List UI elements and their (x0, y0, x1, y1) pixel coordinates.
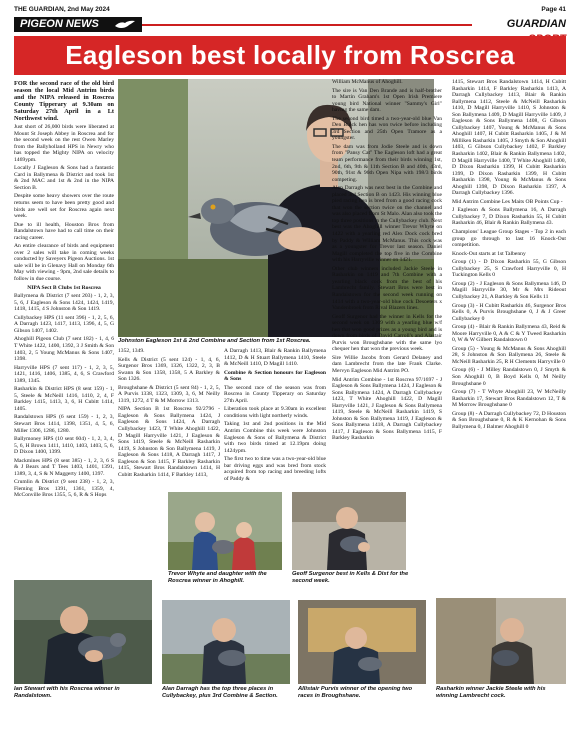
lead-paragraph: FOR the second race of the old bird season the local Mid Antrim birds and the NIPA released in Roscrea County Tipperary at 9.30am on Saturday 27th April in a Lt Northwest wind. (14, 80, 114, 122)
paragraph: Group (1) - D Dixon Rasharkin 55, G Gibson Cullybackey 25, S Crawford Harryville 0, H Tuckington Kells 0 (452, 259, 566, 279)
subheading: Combine & Section honours for Eagleson & Sons (224, 369, 326, 383)
paragraph: Group (2) - J Eagleson & Sons Ballymena 146, D Magill Harryville 30, Mr & Mrs Rideout Cullybackey 21, A Barkley & Son Kells 11 (452, 280, 566, 300)
paragraph: Other club winners included Jackie Steele in Rasharkin on 1419 and 7th Combine with a yearling black cock from the best of his Lambrecht family. Stewart Bros were best in Randalstown for the second week running on 1414 with a two-year-old blue cock Desoeters x Vandenbroek from Rival Blazers lines. (332, 265, 442, 312)
caption-geoff: Geoff Surgenor best in Kells & Dist for the second week. (292, 571, 409, 584)
paragraph: 1415, Stewart Bros Randalstown 1414, H Cubitt Rasharkin 1414, F Barkley Rasharkin 1413, A Darragh Cullybackey 1413, Blair & Rankin Ballymena 1412, Steele & McNeill Rasharkin 1410, D Magill Harryville 1410, S Johnston & Son Ballymena 1409, D Magill Harryville 1409, J Eagleson & Sons Ballymena 1408, G Gibson Cullybackey 1407, Young & McManus & Sons Ahoghill 1407, H Cubitt Rasharkin 1405, J & M Milliken Rasharkin 1405, J Smyth & Son Ahoghill 1403, G Gibson Cullybackey 1402, F Barkley Rasharkin 1402, Blair & Rankin Ballymena 1402, D Magill Harryville 1400, T White Ahoghill 1400, D Dixon Rasharkin 1399, H Cubitt Rasharkin 1399, D Dixon Rasharkin 1399, H Cubitt Rasharkin 1398, Young & McManus & Sons Ahoghill 1398, D Dixon Rasharkin 1397, A Darragh Cullybackey 1396. (452, 79, 566, 197)
results-heading: NIPA Sect B Clubs 1st Roscrea (27, 284, 101, 291)
caption-trevor: Trevor Whyte and daughter with the Roscrea winner in Ahoghill. (168, 571, 267, 584)
main-photo-caption-text: Johnston Eagleson 1st & 2nd Combine and Section from 1st Roscrea. (118, 338, 311, 344)
paragraph: Locally J Eagleson & Sons had a fantastic Card in Ballymena & District and took 1st & 2nd MAC and 1st & 2nd in the NIPA Section B. (14, 165, 114, 191)
paragraph: An entire clearance of birds and equipment over 2 sales will take in coming weeks conducted by Saveyers Pigeon Auctions. 1st sale will be in Glenavy Hall on Monday 6th May with viewing - 9pm, 2nd sale details to follow in due course. (14, 243, 114, 283)
paragraph: Sire Willie Jacobs from Gerard Delaney and dam Lambrecht from the late Frank Clarke. Mervyn Eagleson Mid Antrim PO. (332, 354, 442, 374)
photo-trevor-whyte (168, 492, 282, 570)
caption-alan: Alan Darragh has the top three places in Cullybackey, plus 3rd Combine & Section. (162, 686, 278, 699)
trevor-photo-image (168, 492, 282, 570)
result-line: Ballymoney HPS (10 sent 604) - 1, 2, 3, 4, 5, 6, H Brown 1411, 1410, 1403, 1403, 5, 6, D Dixon 1400, 1399. (14, 436, 114, 456)
paragraph: The second race of the season was from Roscrea in County Tipperary on Saturday 27th April. (224, 384, 326, 404)
result-line: Crumlin & District (9 sent 238) - 1, 2, 3, Fleming Bros 1391, 1361, 1359, 4, McConville Bros 1355, 5, 6, R & S Hops (14, 479, 114, 499)
caption-ian: Ian Stewart with his Roscrea winner in Randalstown. (14, 686, 120, 699)
geoff-photo-image (292, 492, 406, 570)
section-banner (14, 17, 142, 32)
paragraph: J Eagleson & Sons Ballymena 16, A Darragh Cullybackey 7, D Dixon Rasharkin 55, H Cubitt Rasharkin 46, Blair & Rankin Ballymena 43. (452, 207, 566, 227)
result-line: Cullybackey HPS (11 sent 396) - 1, 2, 5, 6, A Darragh 1423, 1417, 1413, 1396, 4, 5, G Gibson 1407, 1402. (14, 314, 114, 334)
paragraph: Alan Darragh was next best in the Combine and placed 3rd Section B on 1423. His winning blue pied racing hen is bred from a good racing cock that won the section twice on the channel and was also placed from St Malo. Alan also took the top three positions in the Cullybackey club. Next best was the Ahoghill winner Trevor Whyte on 1422 with a yearling red Alex Dock cock bred by Paddy & William McManus. This cock was as a youngster for Trevor last season. Daniel Magill completed the top five in the Combine with his Harryville winner on 1421. (332, 185, 442, 264)
paragraph: Group (7) - T Whyte Ahoghill 23, W McNeilly Rasharkin 17, Stewart Bros Randalstown 12, T & M Morrow Broughshane 0 (452, 389, 566, 409)
paragraph: The first two to time was a two-year-old blue bar driving eggs and was bred from stock acquired from top racing and breeding lofts of Paddy & (224, 456, 326, 482)
paragraph: Champions' League Group Stages - Top 2 in each group go through to last 16 Knock-Out competition. (452, 229, 566, 249)
photo-alan-darragh (162, 600, 290, 684)
paragraph: Despite some heavy showers over the route returns seem to have been pretty good and birds are well set for Roscrea again next week. (14, 193, 114, 220)
paragraph: Geoff Surgenor had the winner in Kells for the second week on 1369 with a yearling blue w/f hen that won good prizes as a young bird and is down from birds of David Carroll's and Alastair Purvis won Broughshane with the same lyo chequer hen that won the previous week. (332, 313, 442, 353)
section-title: PIGEON NEWS (20, 18, 99, 30)
section-rule (142, 24, 472, 26)
pigeon-icon (114, 19, 136, 30)
photo-geoff-surgenor (292, 492, 406, 570)
article-column-1 (14, 80, 114, 646)
guardian-sport-brand (474, 17, 566, 32)
result-line: Mackmines HPS (8 sent 385) - 1, 2, 3, 6 S & J Bears and T Tees 1403, 1401, 1391, 1389, 3, 4, S & N Maggerty 1400, 1397. (14, 457, 114, 477)
caption-alistair: Allistair Purvis winner of the opening two races in Broughshane. (298, 686, 413, 699)
result-line: Ahoghill Pigeon Club (7 sent 182) - 1, 4, 6 T White 1422, 1400, 1392, 3 J Smith & Son 1403, 2, 5 Young McManus & Sons 1407, 1398. (14, 336, 114, 363)
paragraph: Knock-Out starts at 1st Talbenny (452, 250, 526, 257)
paragraph: NIPA Section B 1st Roscrea 92/2796 - Eagleson & Sons Ballymena 1424, J Eagleson & Sons 1424, A Darragh Cullybackey 1423, T White Ahoghill 1422, D Magill Harryville 1421, J Eagleson & Sons 1419, Steele & McNeill Rasharkin 1419, S Johnston & Son Ballymena 1419, J Eagleson & Sons 1418, A Darragh 1417, J Eagleson & Son 1415, F Barkley Rasharkin 1415, Stewart Bros Randalstown 1414, H Cubitt Rasharkin 1414, F Barkley 1413, (118, 406, 220, 478)
article-column-5 (452, 79, 566, 653)
masthead-date: THE GUARDIAN, 2nd May 2024 (14, 6, 110, 13)
ian-photo-image (14, 580, 152, 684)
paragraph: Group (5) - Young & McManus & Sons Ahoghill 28, S Johnston & Son Ballymena 26, Steele & McNeill Rasharkin 25, R H Clements Harryville 0 (452, 345, 566, 365)
paragraph: 1352, 1349. (118, 348, 145, 354)
page-number: Page 41 (541, 6, 566, 13)
jackie-photo-image (436, 598, 566, 684)
paragraph: Due to ill health, Houston Bros from Randalstown have had to call time on their racing career. (14, 221, 114, 241)
paragraph: William McManus of Ahoghill. (332, 79, 403, 85)
paragraph: Broughshane & District (5 sent 84) - 1, 2, 5, A Purvis 1338, 1323, 1309, 3, 6, M Neilly 1319, 1272, 4 T & M Morrow 1313. (118, 384, 220, 404)
paragraph: The dam was from Jodie Steele and is down from "Pansy Cat" The Eagleson loft had a great team performance from their birds winning 1st, 2nd, 6th, 9th & 11th Section B and 40th, 43rd, 90th, 91st & 96th Open Nipa with 198/3 birds competing. (332, 143, 442, 183)
photo-ian-stewart (14, 580, 152, 684)
paragraph: Liberation took place at 9.30am in excellent conditions with light northerly winds. (224, 406, 326, 419)
result-line: Randalstown HPS (6 sent 159) - 1, 2, 3, Stewart Bros 1414, 1398, 1351, 4, 5, 6, Miller 1306, 1286, 1280. (14, 414, 114, 434)
paragraph: Group (8) - A Darragh Cullybackey 72, D Houston & Son Broughshane 0, R & K Kernohan & Sons Ballymena 0, J Balmer Ahoghill 0 (452, 410, 566, 430)
paragraph: A Darragh 1413, Blair & Rankin Ballymena 1412, D & H Stuart Ballymena 1410, Steele & McNeill 1410, D Magill 1410. (224, 348, 326, 368)
headline: Eagleson best locally from Roscrea (14, 36, 566, 75)
alan-photo-image (162, 600, 290, 684)
paragraph: Kells & District (5 sent 124) - 1, 4, 6, Surgenor Bros 1369, 1326, 1322, 2, 3, B Swann & Son 1358, 1358, 5 A Barkley & Son 1326. (118, 356, 220, 383)
paragraph: The sire is Van Den Brande and is half-brother to Martin Graham's 1st Open Irish Premiere young bird National winner "Sammy's Girl" having the same dam. (332, 87, 442, 114)
paragraph: Group (3) - H Cubitt Rasharkin 46, Surgenor Bros Kells 0, A Purvis Broughshane 0, J & J Greer Cullybackey 0 (452, 302, 566, 322)
paragraph: The second bird timed a two-year-old blue Van Den Bulck hen has won twice before including 3rd Section and 25th Open Tramore as a youngster. (332, 115, 442, 142)
article-column-2 (118, 348, 220, 490)
paragraph: Group (4) - Blair & Rankin Ballymena 43, Reid & Moore Harryville 0, A & C & Y Tweed Rasharkin 0, W & W Gilbert Randalstown 0 (452, 324, 566, 344)
brand-guardian: GUARDIAN (506, 18, 566, 30)
result-line: Harryville HPS (7 sent 117) - 1, 2, 3, 5, 1421, 1416, 1406, 1385, 4, 6, S Crawford 1389, 1345. (14, 364, 114, 384)
article-column-3 (224, 348, 326, 490)
result-line: Rasharkin & District HPS (8 sent 159) - 1, 5, Steele & McNeill 1416, 1410, 2, 4, F Barkley 1415, 1413, 3, 6, H Cubitt 1414, 1405. (14, 386, 114, 412)
paragraph: Mid Antrim Combine - 1st Roscrea 97/1697 - J Eagleson & Sons Ballymena 1424, J Eagleson & Sons Ballymena 1424, A Darragh Cullybackey 1423, T White Ahoghill 1422, D Magill Harryville 1421, J Eagleson & Sons Ballymena 1419, Steele & McNeill Rasharkin 1419, S Johnston & Son Ballymena 1419, J Eagleson & Sons Ballymena 1418, A Darragh Cullybackey 1417, J Eagleson & Sons Ballymena 1415, F Barkley Rasharkin (332, 376, 442, 442)
paragraph: Mid Antrim Combine Les Maits OB Points Cup - (452, 198, 563, 205)
alistair-photo-image (298, 600, 426, 684)
masthead (14, 4, 566, 16)
result-line: Ballymena & District (7 sent 203) - 1, 2, 3, 5, 6, J Eagleson & Sons 1424, 1424, 1419, 1418, 1415, 4 S Johnston & Son 1419. (14, 293, 114, 313)
paragraph: Just short of 26,000 birds were liberated at Mount St Joseph Abbey in Roscrea and for the second week on the rest Owen Marley from the Ballyholland HPS in Newry who has topped the Mighty NIPA on velocity 1469ypm. (14, 124, 114, 163)
paragraph: Group (6) - J Milley Randalstown 0, J Smyth & Son Ahoghill 0, B Boyd Kells 0, M Neilly Broughshane 0 (452, 367, 566, 387)
paragraph: Taking 1st and 2nd positions in the Mid Antrim Combine this week were Johnston Eagleson & Sons of Ballymena & District with two birds timed at 12.19pm doing 1424ypm. (224, 421, 326, 454)
photo-alistair-purvis (298, 600, 426, 684)
photo-jackie-steele (436, 598, 566, 684)
caption-jackie: Rasharkin winner Jackie Steele with his winning Lambrecht cock. (436, 686, 546, 699)
article-column-4 (332, 79, 442, 483)
